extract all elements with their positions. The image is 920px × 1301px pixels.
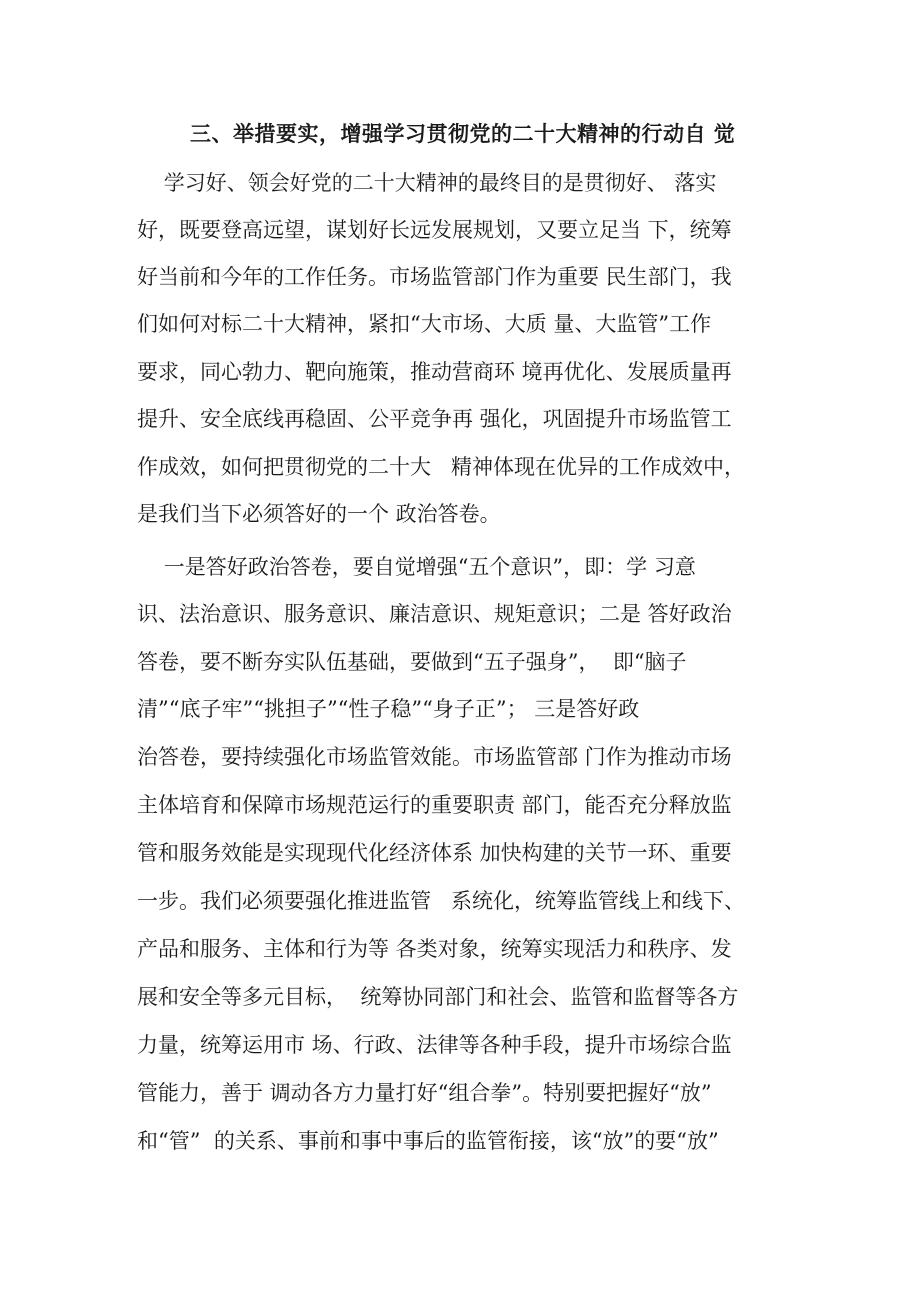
paragraph-line: 清”“底子牢”“挑担子”“性子稳”“身子正”； 三是答好政 (137, 697, 640, 721)
paragraph-line: 好当前和今年的工作任务。市场监管部门作为重要 民生部门，我 (137, 265, 732, 289)
paragraph-line: 学习好、领会好党的二十大精神的最终目的是贯彻好、 落实 (137, 171, 717, 195)
paragraph-line: 力量，统筹运用市 场、行政、法律等各种手段，提升市场综合监 (137, 1033, 732, 1057)
paragraph-line: 管能力，善于 调动各方力量打好“组合拳”。特别要把握好“放” (137, 1081, 712, 1105)
paragraph-line: 产品和服务、主体和行为等 各类对象，统筹实现活力和秩序、发 (137, 937, 732, 961)
paragraph-line: 好，既要登高远望，谋划好长远发展规划，又要立足当 下，统筹 (137, 218, 732, 242)
paragraph-line: 和“管” 的关系、事前和事中事后的监管衔接，该“放”的要“放” (137, 1129, 719, 1153)
paragraph-line: 识、法治意识、服务意识、廉洁意识、规矩意识；二是 答好政治 (137, 602, 732, 626)
section-heading: 三、举措要实，增强学习贯彻党的二十大精神的行动自 觉 (190, 122, 736, 146)
paragraph-line: 一是答好政治答卷，要自觉增强“五个意识”，即：学 习意 (137, 555, 696, 579)
paragraph-line: 作成效，如何把贯彻党的二十大 精神体现在优异的工作成效中， (137, 455, 746, 479)
paragraph-line: 一步。我们必须要强化推进监管 系统化，统筹监管线上和线下、 (137, 889, 746, 913)
paragraph-line: 提升、安全底线再稳固、公平竞争再 强化，巩固提升市场监管工 (137, 407, 732, 431)
paragraph-line: 答卷，要不断夯实队伍基础，要做到“五子强身”， 即“脑子 (137, 650, 687, 674)
paragraph-line: 是我们当下必须答好的一个 政治答卷。 (137, 502, 501, 526)
paragraph-line: 要求，同心勃力、靶向施策，推动营商环 境再优化、发展质量再 (137, 360, 732, 384)
paragraph-line: 主体培育和保障市场规范运行的重要职责 部门，能否充分释放监 (137, 793, 732, 817)
paragraph-line: 管和服务效能是实现现代化经济体系 加快构建的关节一环、重要 (137, 841, 732, 865)
paragraph-line: 展和安全等多元目标， 统筹协同部门和社会、监管和监督等各方 (137, 985, 739, 1009)
paragraph-line: 们如何对标二十大精神，紧扣“大市场、大质 量、大监管”工作 (137, 312, 712, 336)
paragraph-line: 治答卷，要持续强化市场监管效能。市场监管部 门作为推动市场 (137, 745, 732, 769)
